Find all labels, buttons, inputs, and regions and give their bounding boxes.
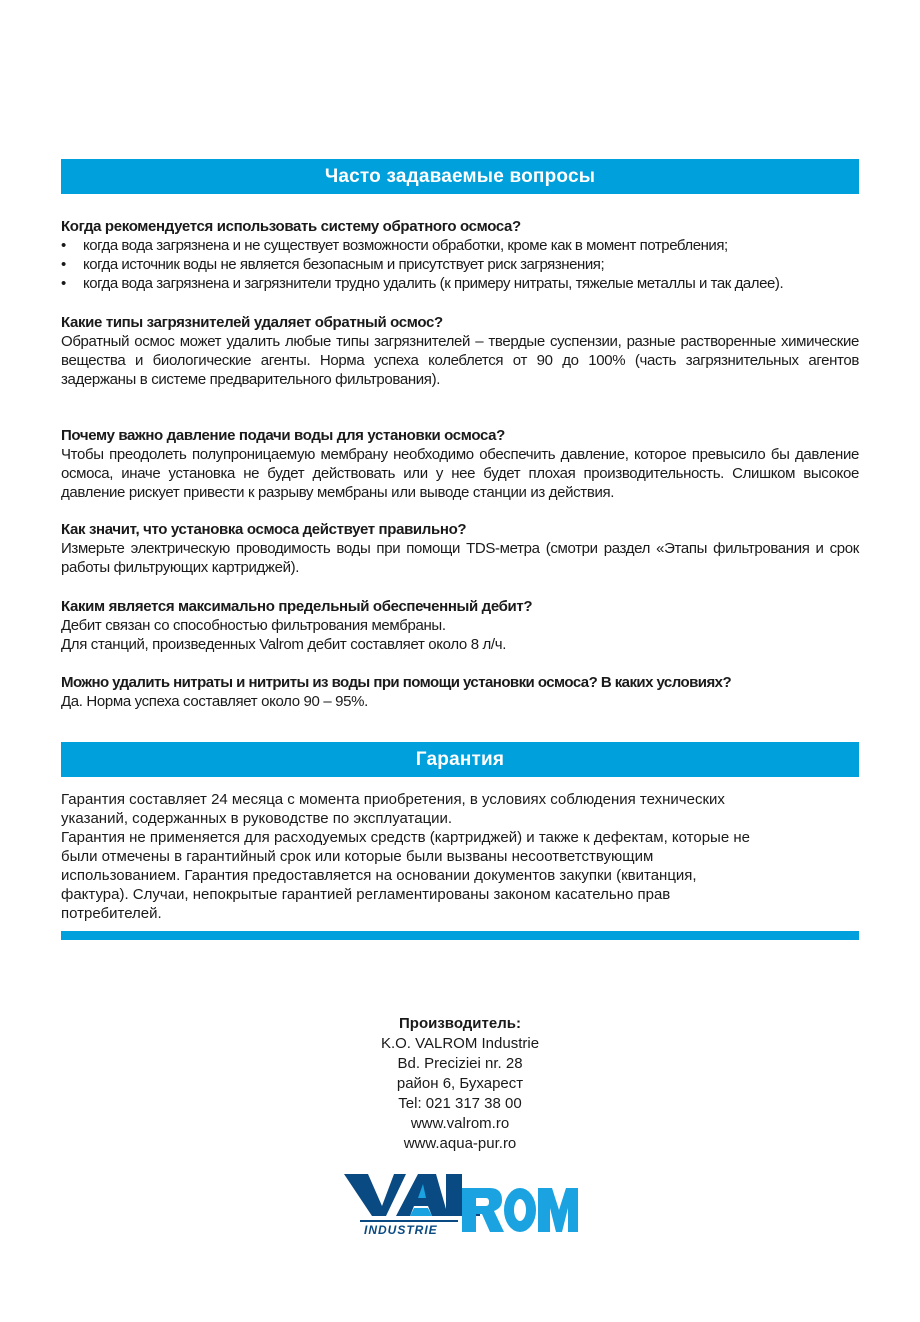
valrom-logo: [340, 1168, 580, 1238]
faq-question: Как значит, что установка осмоса действует правильно?: [61, 521, 467, 538]
faq-item: [61, 520, 859, 577]
company-name: K.O. VALROM Industrie: [380, 1035, 540, 1052]
warranty-line: фактура). Случаи, непокрытые гарантией регламентированы законом касательно прав: [61, 886, 671, 903]
faq-item: [61, 217, 859, 293]
warranty-line: Гарантия не применяется для расходуемых средств (картриджей) и также к дефектам, которые не: [61, 829, 750, 846]
faq-answer-line: Для станций, произведенных Valrom дебит составляет около 8 л/ч.: [61, 636, 507, 653]
faq-item: [61, 313, 859, 389]
warranty-line: использованием. Гарантия предоставляется на основании документов закупки (квитанция,: [61, 867, 697, 884]
manufacturer-info: [300, 1014, 620, 1154]
faq-answer-line: Дебит связан со способностью фильтрования мембраны.: [61, 617, 446, 634]
warranty-line: потребителей.: [61, 905, 162, 922]
list-item: • когда вода загрязнена и загрязнители трудно удалить (к примеру нитраты, тяжелые металлы и так далее).: [61, 275, 784, 292]
faq-item: [61, 597, 859, 654]
warranty-text: [61, 790, 859, 923]
warranty-line: указаний, содержанных в руководстве по эксплуатации.: [61, 810, 453, 827]
warranty-header-bar: [61, 742, 859, 777]
faq-answer: Да. Норма успеха составляет около 90 – 95%.: [61, 693, 368, 710]
faq-answer: Чтобы преодолеть полупроницаемую мембрану необходимо обеспечить давление, которое превысило бы давление осмоса, иначе установка не будет действовать или у нее будет плохая производительность. Слишком высокое давление рискует привести к разрыву мембраны или выводе станции из действия.: [61, 446, 859, 501]
faq-item: [61, 426, 859, 502]
faq-item: [61, 673, 859, 711]
faq-title: Часто задаваемые вопросы: [324, 166, 596, 187]
bullet-icon: •: [61, 237, 66, 254]
logo-industrie-text: INDUSTRIE: [364, 1223, 438, 1237]
divider-bar: [61, 931, 859, 940]
phone: Tel: 021 317 38 00: [398, 1095, 522, 1112]
list-item: • когда вода загрязнена и не существует возможности обработки, кроме как в момент потребления;: [61, 237, 728, 254]
faq-header-bar: [61, 159, 859, 194]
faq-question: Почему важно давление подачи воды для установки осмоса?: [61, 427, 505, 444]
warranty-line: Гарантия составляет 24 месяца с момента приобретения, в условиях соблюдения технических: [61, 791, 725, 808]
faq-question: Когда рекомендуется использовать систему обратного осмоса?: [61, 218, 521, 235]
warranty-title: Гарантия: [415, 749, 505, 770]
faq-question: Можно удалить нитраты и нитриты из воды при помощи установки осмоса? В каких условиях?: [61, 674, 732, 691]
address-line: Bd. Preciziei nr. 28: [397, 1055, 523, 1072]
website-link[interactable]: www.valrom.ro: [410, 1115, 510, 1132]
faq-question: Каким является максимально предельный обеспеченный дебит?: [61, 598, 533, 615]
address-line: район 6, Бухарест: [396, 1075, 524, 1092]
faq-bullet-list: [61, 236, 859, 293]
faq-answer: Обратный осмос может удалить любые типы загрязнителей – твердые суспензии, разные растворенные химические вещества и биологические агенты. Норма успеха колеблется от 90 до 100% (часть загрязнительных агентов задержаны в системе предварительного фильтрования).: [61, 333, 859, 388]
warranty-line: были отмечены в гарантийный срок или которые были вызваны несоответствующим: [61, 848, 654, 865]
manufacturer-label: Производитель:: [399, 1015, 521, 1032]
faq-question: Какие типы загрязнителей удаляет обратный осмос?: [61, 314, 443, 331]
bullet-icon: •: [61, 275, 66, 292]
faq-answer: Измерьте электрическую проводимость воды при помощи TDS-метра (смотри раздел «Этапы фильтрования и срок работы фильтрующих картриджей).: [61, 540, 859, 576]
bullet-icon: •: [61, 256, 66, 273]
website-link[interactable]: www.aqua-pur.ro: [403, 1135, 517, 1152]
list-item: • когда источник воды не является безопасным и присутствует риск загрязнения;: [61, 256, 605, 273]
